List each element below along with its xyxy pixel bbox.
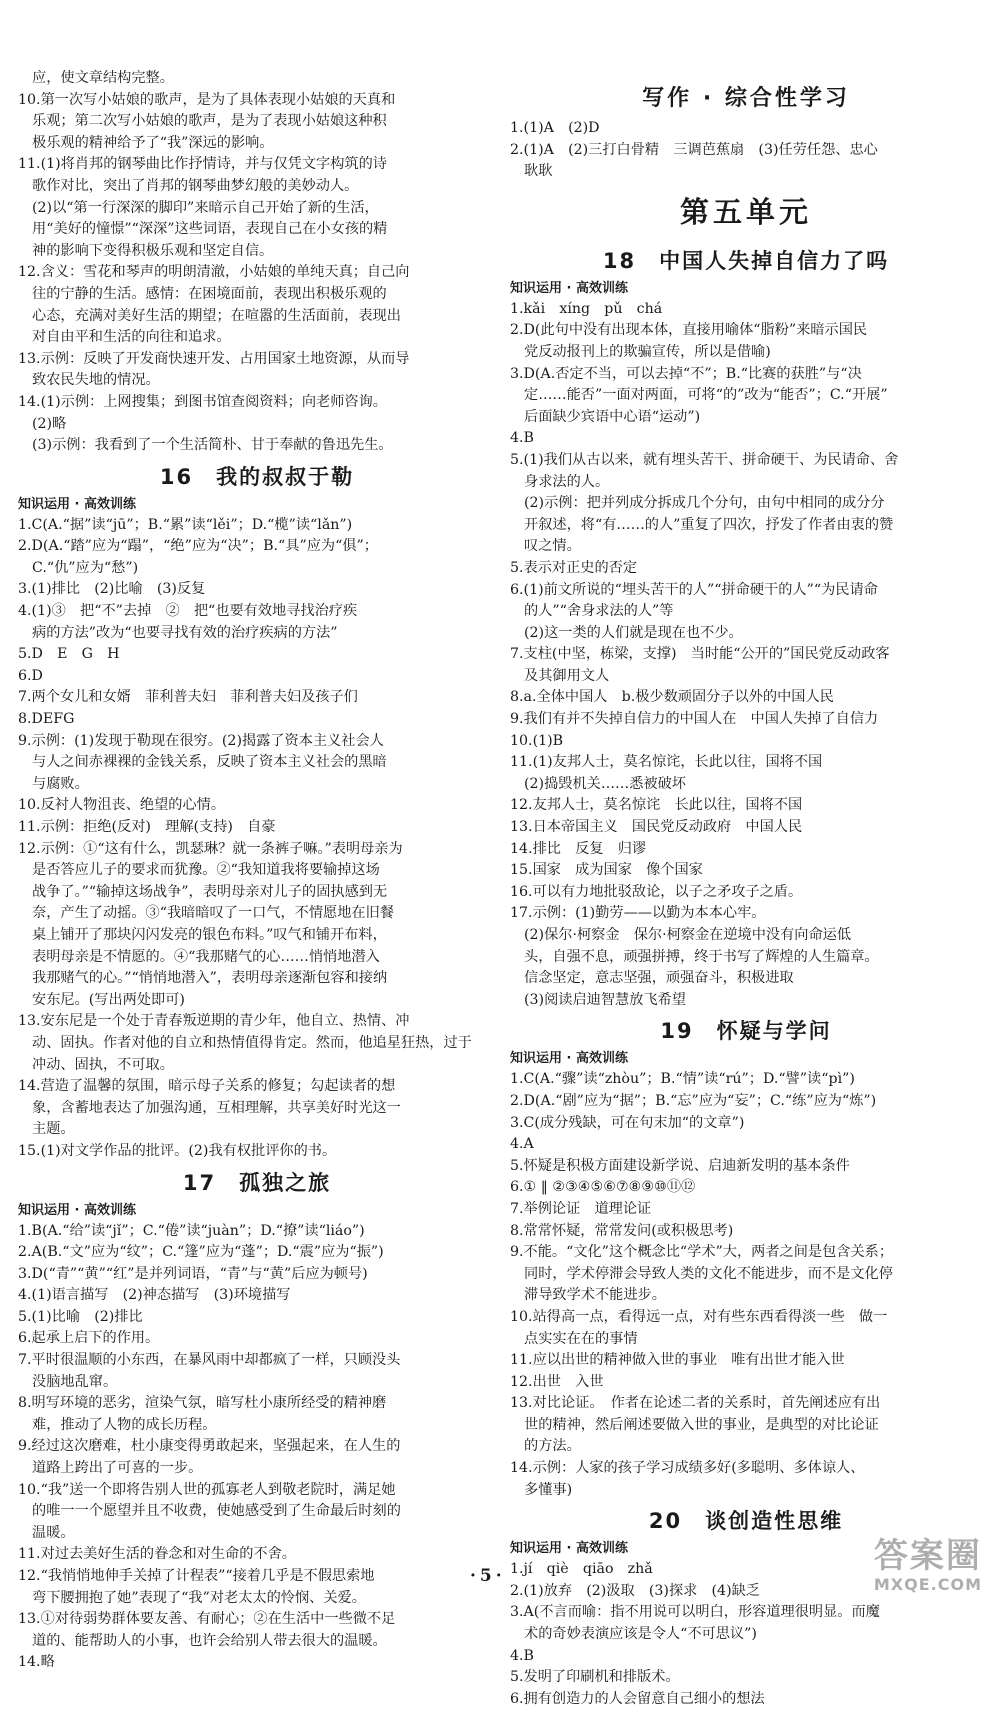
answer-line: 5.D E G H: [18, 646, 120, 663]
watermark-logo: [874, 1537, 982, 1594]
answer-line: 15.(1)对文学作品的批评。(2)我有权批评你的书。: [18, 1142, 337, 1159]
answer-line: 1.kǎi xíng pǔ chá: [510, 300, 663, 317]
answer-line: 1.jí qiè qiāo zhǎ: [510, 1561, 653, 1578]
lesson-title: 16 我的叔叔于勒: [159, 464, 355, 489]
answer-line: 2.(1)放弃 (2)汲取 (3)探求 (4)缺乏: [510, 1582, 760, 1599]
answer-line: 定……能否”一面对两面，可将“的”改为“能否”；C.“开展”: [524, 387, 888, 404]
lesson-title: 19 怀疑与学问: [660, 1019, 832, 1044]
answer-line: 2.D(此句中没有出现本体，直接用喻体“脂粉”来暗示国民: [510, 322, 868, 339]
answer-line: 1.C(A.“骤”读“zhòu”；B.“情”读“rú”；D.“譬”读“pì”): [510, 1071, 855, 1088]
answer-line: 信念坚定，意志坚强，顽强奋斗，积极进取: [524, 970, 794, 987]
answer-line: 10.(1)B: [510, 732, 564, 749]
answer-line: 13.①对待弱势群体要友善、有耐心；②在生活中一些微不足: [18, 1611, 396, 1628]
answer-line: 11.应以出世的精神做入世的事业 唯有出世才能入世: [510, 1352, 845, 1369]
answer-line: 神的影响下变得积极乐观和坚定自信。: [32, 242, 274, 259]
answer-line: 11.(1)友邦人士，莫名惊诧，长此以往，国将不国: [510, 754, 823, 771]
answer-line: 冲动、固执，不可取。: [32, 1056, 174, 1073]
answer-line: (2)捣毁机关……悉被破坏: [524, 775, 686, 792]
answer-line: 弯下腰拥抱了她”表现了“我”对老太太的怜悯、关爱。: [32, 1589, 366, 1606]
watermark-url: MXQE.COM: [873, 1575, 982, 1594]
answer-line: 与人之间赤裸裸的金钱关系，反映了资本主义社会的黑暗: [32, 754, 387, 771]
answer-line: 及其御用文人: [524, 667, 610, 684]
answer-line: 8.a.全体中国人 b.极少数顽固分子以外的中国人民: [510, 689, 834, 706]
answer-line: 极乐观的精神给予了“我”深远的影响。: [32, 134, 274, 151]
answer-line: 9.我们有并不失掉自信力的中国人在 中国人失掉了自信力: [510, 711, 879, 728]
subsection-label: 知识运用 · 高效训练: [510, 280, 628, 296]
answer-line: 6.D: [18, 667, 43, 684]
answer-line: 我那赌气的心。”“悄悄地潜入”，表明母亲逐渐包容和接纳: [32, 970, 388, 987]
subsection-label: 知识运用 · 高效训练: [510, 1051, 628, 1067]
answer-line: 安东尼。(写出两处即可): [32, 991, 185, 1008]
answer-line: 11.(1)将肖邦的钢琴曲比作抒情诗，并与仅凭文字构筑的诗: [18, 156, 387, 173]
answer-line: 战争了。”“输掉这场战争”，表明母亲对儿子的固执感到无: [32, 883, 388, 900]
answer-line: C.“仇”应为“愁”): [32, 559, 139, 576]
answer-line: 13.日本帝国主义 国民党反动政府 中国人民: [510, 819, 803, 836]
answer-line: 对自由平和生活的向往和追求。: [32, 329, 231, 346]
answer-line: 15.国家 成为国家 像个国家: [510, 862, 703, 879]
answer-line: 7.两个女儿和女婿 菲利普夫妇 菲利普夫妇及孩子们: [18, 689, 358, 706]
answer-line: (2)保尔·柯察金 保尔·柯察金在逆境中没有向命运低: [524, 927, 852, 943]
answer-line: 4.(1)③ 把“不”去掉 ② 把“也要有效地寻找治疗疾: [18, 603, 358, 620]
answer-line: 病的方法”改为“也要寻找有效的治疗疾病的方法”: [32, 624, 338, 641]
answer-line: 13.安东尼是一个处于青春叛逆期的青少年，他自立、热情、冲: [18, 1013, 410, 1030]
answer-line: 9.不能。“文化”这个概念比“学术”大，两者之间是包含关系；: [510, 1244, 894, 1261]
answer-line: 4.A: [510, 1136, 534, 1153]
answer-line: (2)示例：把并列成分拆成几个分句，由句中相同的成分分: [524, 495, 885, 512]
watermark-text: 答案圈: [873, 1536, 982, 1576]
answer-line: 头，自强不息，顽强拼搏，终于书写了辉煌的人生篇章。: [524, 948, 879, 965]
answer-line: 7.支柱(中坚，栋梁，支撑) 当时能“公开的”国民党反动政客: [510, 646, 890, 663]
answer-line: 没脑地乱窜。: [32, 1373, 118, 1390]
answer-line: 10.“我”送一个即将告别人世的孤寡老人到敬老院时，满足她: [18, 1481, 396, 1498]
answer-line: 滞导致学术不能进步。: [524, 1287, 666, 1304]
answer-line: 2.D(A.“剧”应为“据”；B.“忘”应为“妄”；C.“练”应为“炼”): [510, 1092, 877, 1109]
answer-line: 党反动报刊上的欺骗宣传，所以是借喻): [524, 343, 771, 360]
answer-line: 与腐败。: [32, 775, 89, 792]
answer-line: 开叙述，将“有……的人”重复了四次，抒发了作者由衷的赞: [524, 516, 894, 533]
answer-line: (2)略: [32, 415, 67, 432]
answer-line: 10.反衬人物沮丧、绝望的心情。: [18, 797, 226, 814]
answer-line: 5.怀疑是积极方面建设新学说、启迪新发明的基本条件: [510, 1157, 850, 1174]
answer-line: 耿耿: [524, 163, 553, 180]
answer-line: 2.(1)A (2)三打白骨精 三调芭蕉扇 (3)任劳任怨、忠心: [510, 141, 878, 158]
answer-line: 用“美好的憧憬”“深深”这些词语，表现自己在小女孩的精: [32, 221, 388, 238]
answer-line: 身求法的人。: [524, 473, 610, 490]
answer-line: 是否答应儿子的要求而犹豫。②“我知道我将要输掉这场: [32, 862, 380, 879]
answer-line: 歌作对比，突出了肖邦的钢琴曲梦幻般的美妙动人。: [32, 177, 359, 194]
answer-line: 主题。: [32, 1121, 75, 1138]
answer-line: 6.起承上启下的作用。: [18, 1330, 160, 1347]
answer-line: 6.① ‖ ②③④⑤⑥⑦⑧⑨⑩⑪⑫: [510, 1179, 696, 1196]
answer-line: 11.对过去美好生活的眷念和对生命的不舍。: [18, 1546, 296, 1563]
answer-line: 4.B: [510, 1647, 534, 1664]
subsection-label: 知识运用 · 高效训练: [510, 1541, 628, 1557]
answer-line: 7.举例论证 道理论证: [510, 1200, 652, 1217]
answer-line: 1.(1)A (2)D: [510, 120, 600, 136]
answer-line: 12.示例：①“这有什么，凯瑟琳？就一条裤子嘛。”表明母亲为: [18, 840, 403, 857]
answer-line: 14.排比 反复 归谬: [510, 840, 647, 857]
answer-line: 14.营造了温馨的氛围，暗示母子关系的修复；勾起读者的想: [18, 1078, 396, 1095]
answer-line: 表明母亲是不情愿的。④“我那赌气的心……悄悄地潜入: [32, 948, 380, 965]
answer-line: (2)以“第一行深深的脚印”来暗示自己开始了新的生活，: [32, 199, 379, 216]
answer-line: 12.含义：雪花和琴声的明朗清澈，小姑娘的单纯天真；自己向: [18, 264, 410, 281]
answer-line: 16.可以有力地批驳敌论，以子之矛攻子之盾。: [510, 883, 803, 900]
lesson-title: 20 谈创造性思维: [648, 1509, 844, 1534]
answer-line: 叹之情。: [524, 538, 581, 555]
answer-line: 同时，学术停滞会导致人类的文化不能进步，而不是文化停: [524, 1265, 893, 1282]
right-column: [510, 80, 982, 1710]
answer-line: 8.明写环境的恶劣，渲染气氛，暗写杜小康所经受的精神磨: [18, 1395, 387, 1412]
answer-line: 9.经过这次磨难，杜小康变得勇敢起来，坚强起来，在人生的: [18, 1438, 401, 1455]
left-column: [18, 68, 496, 1674]
answer-line: 奈，产生了动摇。③“我暗暗叹了一口气，不情愿地在旧餐: [32, 905, 394, 922]
answer-line: 1.C(A.“据”读“jū”；B.“累”读“lěi”；D.“榄”读“lǎn”): [18, 516, 353, 533]
subsection-label: 知识运用 · 高效训练: [18, 496, 136, 512]
answer-line: 致农民失地的情况。: [32, 372, 160, 389]
answer-line: 3.A(不言而喻：指不用说可以明白，形容道理很明显。而魔: [510, 1604, 880, 1621]
answer-line: 9.示例：(1)发现于勒现在很穷。(2)揭露了资本主义社会人: [18, 732, 384, 749]
answer-line: 温暖。: [32, 1524, 75, 1541]
answer-line: 14.略: [18, 1654, 55, 1671]
answer-line: 3.D(A.否定不当，可以去掉“不”；B.“比赛的获胜”与“决: [510, 365, 862, 382]
answer-line: 3.C(成分残缺，可在句末加“的文章”): [510, 1114, 745, 1131]
answer-line: 往的宁静的生活。感情：在困境面前，表现出积极乐观的: [32, 285, 387, 302]
answer-line: 5.发明了印刷机和排版术。: [510, 1669, 680, 1686]
answer-line: 3.(1)排比 (2)比喻 (3)反复: [18, 581, 206, 598]
lesson-title: 18 中国人失掉自信力了吗: [602, 248, 890, 273]
answer-line: 术的奇妙表演应该是令人“不可思议”): [524, 1626, 757, 1643]
lesson-title: 17 孤独之旅: [182, 1170, 332, 1195]
answer-line: 象，含蓄地表达了加强沟通，互相理解，共享美好时光这一: [32, 1099, 401, 1116]
answer-line: 6.拥有创造力的人会留意自己细小的想法: [510, 1690, 765, 1707]
answer-line: 后面缺少宾语中心语“运动”): [524, 408, 701, 425]
answer-line: 5.(1)我们从古以来，就有埋头苦干、拼命硬干、为民请命、舍: [510, 451, 899, 468]
answer-line: 10.站得高一点，看得远一点，对有些东西看得淡一些 做一: [510, 1308, 888, 1325]
answer-line: 7.平时很温顺的小东西，在暴风雨中却都疯了一样，只顾没头: [18, 1352, 401, 1369]
answer-line: 应，使文章结构完整。: [32, 70, 174, 86]
page-number: ·5·: [470, 1566, 506, 1586]
answer-line: 道的、能帮助人的小事，也许会给别人带去很大的温暖。: [32, 1632, 387, 1649]
answer-line: 多懂事): [524, 1481, 573, 1498]
answer-line: 14.(1)示例：上网搜集；到图书馆查阅资料；向老师咨询。: [18, 393, 387, 410]
answer-line: 8.常常怀疑，常常发问(或积极思考): [510, 1222, 734, 1239]
answer-line: 14.示例：人家的孩子学习成绩多好(多聪明、多体谅人、: [510, 1460, 865, 1477]
answer-line: 世的精神，然后阐述要做入世的事业，是典型的对比论证: [524, 1416, 879, 1433]
answer-line: 的唯一一个愿望并且不收费，使她感受到了生命最后时刻的: [32, 1503, 401, 1520]
answer-line: 2.A(B.“文”应为“纹”；C.“篷”应为“蓬”；D.“震”应为“振”): [18, 1244, 384, 1261]
answer-line: 5.表示对正史的否定: [510, 559, 638, 576]
answer-line: 1.B(A.“给”读“jǐ”；C.“倦”读“juàn”；D.“撩”读“liáo”): [18, 1222, 365, 1239]
answer-line: 道路上跨出了可喜的一步。: [32, 1460, 203, 1477]
answer-line: 乐观；第二次写小姑娘的歌声，是为了表现小姑娘这种积: [32, 113, 387, 130]
answer-line: 8.DEFG: [18, 711, 75, 728]
section-title: 写作 · 综合性学习: [642, 86, 850, 111]
answer-line: 3.D(“青”“黄”“红”是并列词语，“青”与“黄”后应为顿号): [18, 1265, 368, 1282]
answer-line: (3)阅读启迪智慧放飞希望: [524, 991, 686, 1008]
answer-line: (3)示例：我看到了一个生活简朴、甘于奉献的鲁迅先生。: [32, 437, 393, 454]
answer-line: 13.对比论证。 作者在论述二者的关系时，首先阐述应有出: [510, 1395, 881, 1412]
answer-line: 的方法。: [524, 1438, 581, 1455]
answer-line: 心态，充满对美好生活的期望；在喧嚣的生活面前，表现出: [32, 307, 401, 324]
answer-line: 11.示例：拒绝(反对) 理解(支持) 自豪: [18, 819, 276, 835]
answer-line: 12.出世 入世: [510, 1373, 604, 1390]
answer-line: 5.(1)比喻 (2)排比: [18, 1308, 143, 1325]
answer-line: 10.第一次写小姑娘的歌声，是为了具体表现小姑娘的天真和: [18, 91, 396, 108]
answer-line: 12.“我悄悄地伸手关掉了计程表”“接着几乎是不假思索地: [18, 1568, 375, 1584]
answer-line: 17.示例：(1)勤劳——以勤为本本心牢。: [510, 905, 766, 922]
answer-line: 桌上铺开了那块闪闪发亮的银色布料。”叹气和铺开布料，: [32, 926, 387, 943]
answer-line: 4.(1)语言描写 (2)神态描写 (3)环境描写: [18, 1287, 291, 1304]
answer-line: 2.D(A.“踏”应为“蹋”，“绝”应为“决”；B.“具”应为“俱”；: [18, 538, 378, 555]
answer-line: (2)这一类的人们就是现在也不少。: [524, 624, 743, 641]
answer-line: 动、固执。作者对他的自立和热情值得肯定。然而，他追星狂热，过于: [32, 1034, 472, 1051]
answer-line: 4.B: [510, 430, 534, 447]
answer-line: 6.(1)前文所说的“埋头苦干的人”“拼命硬干的人”“为民请命: [510, 581, 878, 598]
answer-line: 13.示例：反映了开发商快速开发、占用国家土地资源，从而导: [18, 350, 410, 367]
answer-line: 点实实在在的事情: [524, 1330, 638, 1347]
answer-line: 的人”“舍身求法的人”等: [524, 603, 674, 620]
unit-title: 第五单元: [679, 194, 812, 229]
answer-line: 12.友邦人士，莫名惊诧 长此以往，国将不国: [510, 797, 803, 814]
answer-line: 难，推动了人物的成长历程。: [32, 1416, 217, 1433]
subsection-label: 知识运用 · 高效训练: [18, 1202, 136, 1218]
